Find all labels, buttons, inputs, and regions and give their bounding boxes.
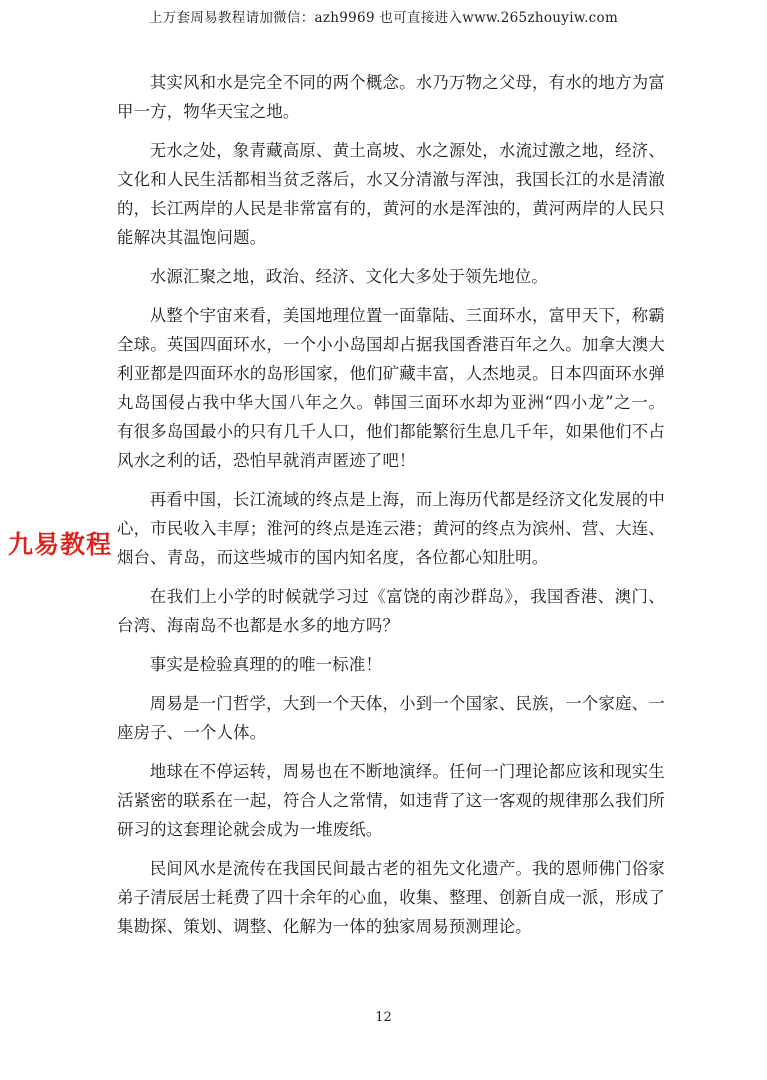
paragraph-3: 水源汇聚之地，政治、经济、文化大多处于领先地位。 — [149, 267, 548, 286]
watermark-logo: 九易教程 — [8, 530, 113, 559]
paragraph-9: 地球在不停运转，周易也在不断地演绎。任何一门理论都应该和现实生活紧密的联系在一起，符合人之常情，如违背了这一客观的规律那么我们所研习的这套理论就会成为一堆废纸。 — [117, 762, 665, 839]
paragraph-1: 其实风和水是完全不同的两个概念。水乃万物之父母，有水的地方为富甲一方，物华天宝之地。 — [117, 73, 665, 121]
document-body — [117, 68, 665, 951]
paragraph-6: 在我们上小学的时候就学习过《富饶的南沙群岛》，我国香港、澳门、台湾、海南岛不也都是水多的地方吗？ — [117, 587, 665, 635]
page-number: 12 — [375, 1010, 392, 1025]
paragraph-5: 再看中国，长江流域的终点是上海，而上海历代都是经济文化发展的中心，市民收入丰厚；淮河的终点是连云港；黄河的终点为滨州、营、大连、烟台、青岛，而这些城市的国内知名度，各位都心知肚明。 — [117, 490, 665, 567]
paragraph-10: 民间风水是流传在我国民间最古老的祖先文化遗产。我的恩师佛门俗家弟子清辰居士耗费了四十余年的心血，收集、整理、创新自成一派，形成了集勘探、策划、调整、化解为一体的独家周易预测理论。 — [117, 859, 665, 936]
paragraph-2: 无水之处，象青藏高原、黄土高坡、水之源处，水流过激之地，经济、文化和人民生活都相当贫乏落后，水又分清澈与浑浊，我国长江的水是清澈的，长江两岸的人民是非常富有的，黄河的水是浑浊的，黄河两岸的人民只能解决其温饱问题。 — [117, 141, 665, 247]
paragraph-4: 从整个宇宙来看，美国地理位置一面靠陆、三面环水，富甲天下，称霸全球。英国四面环水，一个小小岛国却占据我国香港百年之久。加拿大澳大利亚都是四面环水的岛形国家，他们矿藏丰富，人杰地灵。日本四面环水弹丸岛国侵占我中华大国八年之久。韩国三面环水却为亚洲“四小龙”之一。有很多岛国最小的只有几千人口，他们都能繁衍生息几千年，如果他们不占风水之利的话，恐怕早就消声匿迹了吧！ — [117, 306, 665, 470]
paragraph-8: 周易是一门哲学，大到一个天体，小到一个国家、民族，一个家庭、一座房子、一个人体。 — [117, 694, 665, 742]
paragraph-7: 事实是检验真理的的唯一标准！ — [149, 655, 383, 674]
header-note: 上万套周易教程请加微信：azh9969 也可直接进入www.265zhouyiw.com — [148, 10, 619, 26]
